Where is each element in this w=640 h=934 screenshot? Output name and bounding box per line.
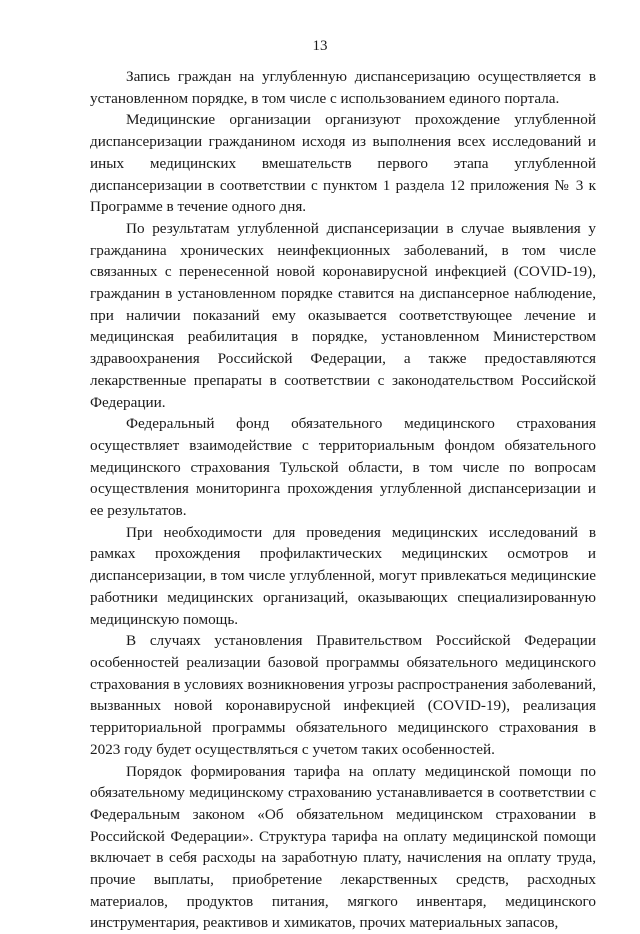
paragraph-covid-features: В случаях установления Правительством Российской Федерации особенностей реализации базовой программы обязательного медицинского страхования в условиях возникновения угрозы распространения заболеваний, вызванных новой коронавирусной инфекцией (COVID-19), реализация территориальной программы обязательного медицинского страхования в 2023 году будет осуществляться с учетом таких особенностей. <box>90 630 596 760</box>
paragraph-organizations: Медицинские организации организуют прохождение углубленной диспансеризации гражданином исходя из выполнения всех исследований и иных медицинских вмешательств первого этапа углубленной диспансеризации в соответствии с пунктом 1 раздела 12 приложения № 3 к Программе в течение одного дня. <box>90 109 596 218</box>
paragraph-results: По результатам углубленной диспансеризации в случае выявления у гражданина хронических неинфекционных заболеваний, в том числе связанных с перенесенной новой коронавирусной инфекцией (COVID-19), гражданин в установленном порядке ставится на диспансерное наблюдение, при наличии показаний ему оказывается соответствующее лечение и медицинская реабилитация в порядке, установленном Министерством здравоохранения Российской Федерации, а также предоставляются лекарственные препараты в соответствии с законодательством Российской Федерации. <box>90 218 596 413</box>
paragraph-tariff: Порядок формирования тарифа на оплату медицинской помощи по обязательному медицинскому страхованию устанавливается в соответствии с Федеральным законом «Об обязательном медицинском страховании в Российской Федерации». Структура тарифа на оплату медицинской помощи включает в себя расходы на заработную плату, начисления на оплату труда, прочие выплаты, приобретение лекарственных средств, расходных материалов, продуктов питания, мягкого инвентаря, медицинского инструментария, реактивов и химикатов, прочих материальных запасов, <box>90 761 596 934</box>
paragraph-specialists: При необходимости для проведения медицинских исследований в рамках прохождения профилактических медицинских осмотров и диспансеризации, в том числе углубленной, могут привлекаться медицинские работники медицинских организаций, оказывающих специализированную медицинскую помощь. <box>90 522 596 631</box>
page-number: 13 <box>0 36 640 56</box>
body-text <box>90 66 596 934</box>
paragraph-registration: Запись граждан на углубленную диспансеризацию осуществляется в установленном порядке, в том числе с использованием единого портала. <box>90 66 596 109</box>
paragraph-federal-fund: Федеральный фонд обязательного медицинского страхования осуществляет взаимодействие с территориальным фондом обязательного медицинского страхования Тульской области, в том числе по вопросам осуществления мониторинга прохождения углубленной диспансеризации и ее результатов. <box>90 413 596 522</box>
